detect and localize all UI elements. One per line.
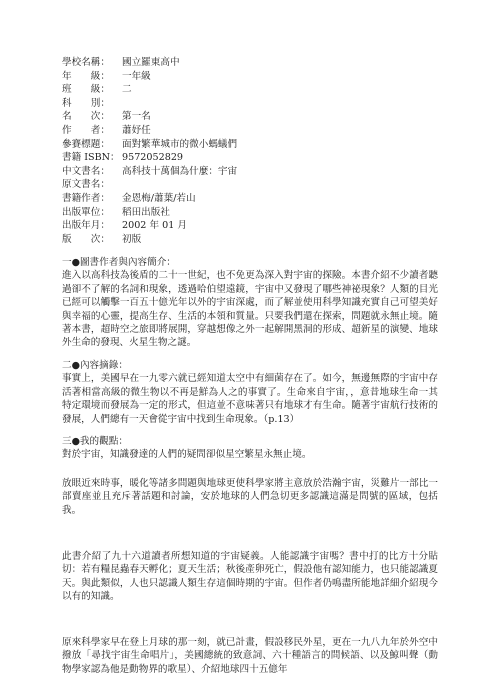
meta-book-author: 書籍作者： 金恩梅/蕭葉/若山 [62,192,196,204]
paragraph-space-record: 原來科學家早在登上月球的那一刻，就已計畫，假設移民外星，更在一九八九年於外空中撥放「尋找宇宙生命唱片」，美國總統的致意詞、六十種語言的問候語、以及鯨叫聲（動物學家認為他是動物界的歌星）、介紹地球四十五億年 [62,637,438,675]
section-intro-heading: 一●圖書作者與內容簡介： [62,257,176,268]
section-excerpt-heading: 二●內容摘錄： [62,360,128,371]
meta-ref-title: 參賽標題： 面對繁華城市的微小螞蟻們 [62,138,238,150]
meta-publisher: 出版單位： 稻田出版社 [62,206,170,218]
paragraph-current-events: 放眼近來時事，暖化等諸多問題與地球更使科學家將主意放於浩瀚宇宙，災難片一部比一部賣座並且充斥著話題和討論，安於地球的人們急切更多認識這滿是問號的區域，包括我。 [62,478,438,516]
meta-rank: 名 次： 第一名 [62,111,151,123]
meta-grade: 年 級： 一年級 [62,70,151,82]
section-intro [62,256,438,350]
section-excerpt [62,359,438,426]
section-intro-body: 進入以高科技為後盾的二十一世紀，也不免更為深入對宇宙的探險。本書介紹不少讀者聽過卻不了解的名詞和現象，透過哈伯望遠鏡，宇宙中又發現了哪些神祕現象？人類的目光已經可以觸擊一百五十億光年以外的宇宙深處，而了解並使用科學知識充實自己可望美好與幸福的心靈，提高生存、生活的本領和質量。只要我們還在探索，問題就永無止境。隨著本書，超時空之旅即將展開，穿越想像之外一起解開黑洞的形成、超新星的演變、地球外生命的發現、火星生物之謎。 [62,270,438,349]
meta-edition: 版 次： 初版 [62,233,142,245]
section-opinion-heading: 三●我的觀點： [62,436,128,447]
section-excerpt-body: 事實上，美國早在一九零六就已經知道太空中有細菌存在了。如今，無邊無際的宇宙中存活著相當高級的微生物以不再是鮮為人之的事實了。生命來自宇宙，，意昔地球生命一其特定環境而發展為一定的形式，但這並不意味著只有地球才有生命。隨著宇宙航行技術的發展，人們總有一天會從宇宙中找到生命現象。（p.13） [62,373,438,425]
meta-zh-title: 中文書名： 高科技十萬個為什麼：宇宙 [62,165,238,177]
section-opinion-body: 對於宇宙，知識發達的人們的疑問卻似星空繁星永無止境。 [62,449,312,461]
meta-author: 作 者： 蕭妤任 [62,124,151,136]
section-opinion [62,435,438,462]
meta-isbn: 書籍 ISBN： 9572052829 [62,152,184,164]
meta-class: 班 級： 二 [62,84,132,96]
meta-pub-date: 出版年月： 2002 年 01 月 [62,220,187,232]
meta-school: 學校名稱： 國立羅東高中 [62,57,180,68]
meta-section: 科 別： [62,97,110,109]
entry-metadata [62,56,442,246]
paragraph-book-summary: 此書介紹了九十六道讀者所想知道的宇宙疑義。人能認識宇宙嗎？書中打的比方十分貼切：若有糧昆蟲春天孵化；夏天生活；秋後產卵死亡，假設他有認知能力，也只能認識夏天。與此類似，人也只認識人類生存這個時期的宇宙。但作者仍鳴盡所能地詳細介紹現今以有的知識。 [62,551,438,603]
meta-orig-title: 原文書名： [62,179,110,191]
